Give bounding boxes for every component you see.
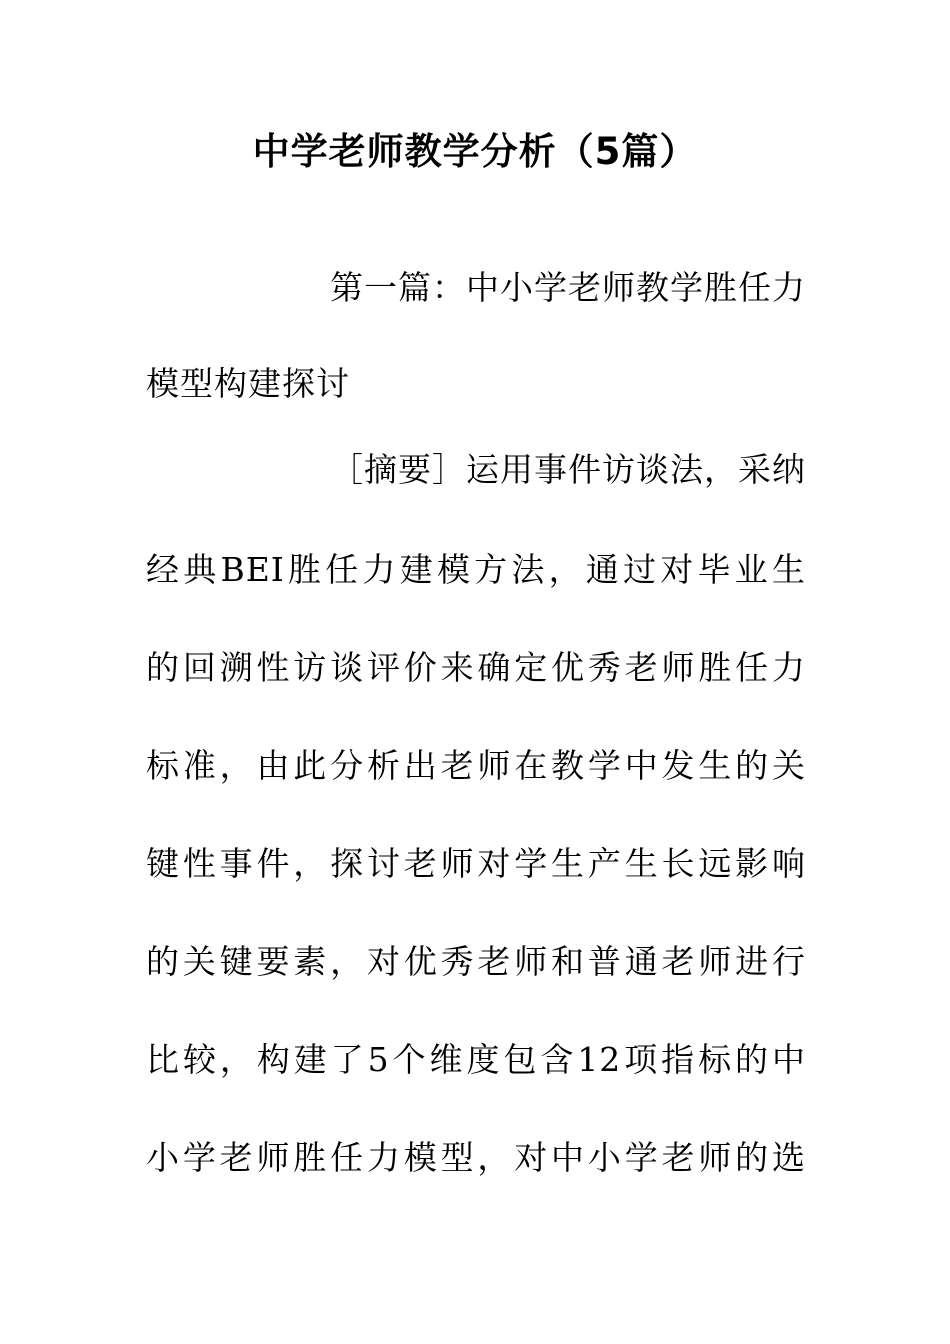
section-heading-line-2: 模型构建探讨 <box>146 364 350 403</box>
section-heading-line-1: 第一篇：中小学老师教学胜任力 <box>330 268 806 307</box>
abstract-line-5: 键性事件，探讨老师对学生产生长远影响 <box>146 844 806 883</box>
abstract-line-7: 比较，构建了5个维度包含12项指标的中 <box>146 1040 806 1079</box>
abstract-line-4: 标准，由此分析出老师在教学中发生的关 <box>146 746 806 785</box>
abstract-line-3: 的回溯性访谈评价来确定优秀老师胜任力 <box>146 648 806 687</box>
document-title: 中学老师教学分析（5篇） <box>252 130 698 173</box>
abstract-line-2: 经典BEI胜任力建模方法，通过对毕业生 <box>146 550 806 589</box>
abstract-line-1: ［摘要］运用事件访谈法，采纳 <box>330 450 806 489</box>
abstract-line-6: 的关键要素，对优秀老师和普通老师进行 <box>146 942 806 981</box>
abstract-line-8: 小学老师胜任力模型，对中小学老师的选 <box>146 1138 806 1177</box>
